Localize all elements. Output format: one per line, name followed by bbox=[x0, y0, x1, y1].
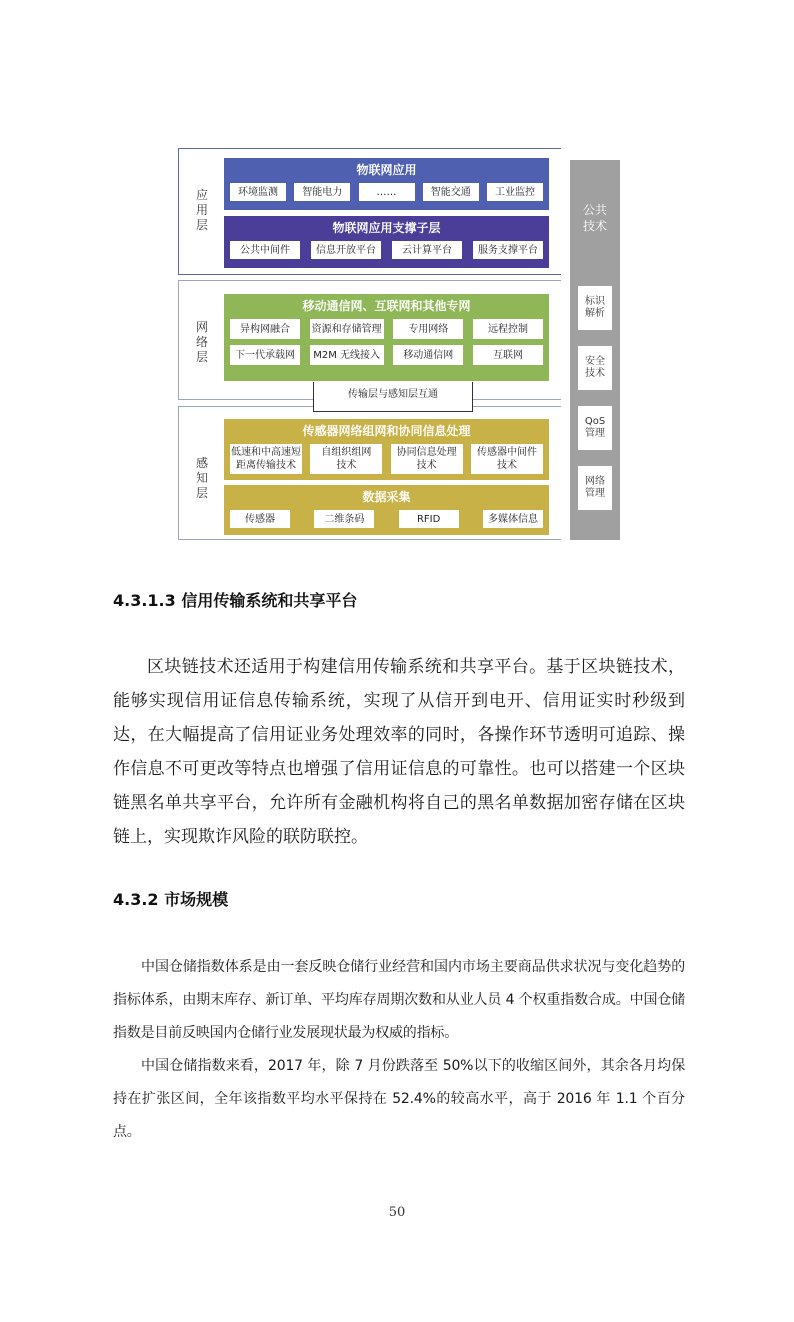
page-number: 50 bbox=[388, 1205, 406, 1220]
sensor-item bbox=[230, 444, 302, 474]
side-item-line: 解析 bbox=[585, 308, 605, 319]
side-item bbox=[578, 406, 612, 450]
band-title: 移动通信网、互联网和其他专网 bbox=[302, 299, 471, 313]
side-title-line: 技术 bbox=[582, 219, 607, 233]
sensor-item-line: 低速和中高速短 bbox=[231, 447, 301, 458]
side-item-line: 网络 bbox=[585, 476, 605, 487]
side-item-line: 技术 bbox=[585, 368, 605, 379]
section-heading-4313: 4.3.1.3 信用传输系统和共享平台 bbox=[113, 591, 358, 610]
iot-architecture-diagram bbox=[178, 148, 624, 544]
band-row bbox=[230, 444, 543, 474]
band-title: 数据采集 bbox=[362, 490, 411, 504]
band-title: 物联网应用 bbox=[356, 163, 417, 177]
app-item: 智能交通 bbox=[423, 183, 479, 201]
common-technology-column bbox=[570, 160, 620, 540]
band-title: 传感器网络组网和协同信息处理 bbox=[302, 424, 471, 438]
side-item-line: 管理 bbox=[585, 428, 605, 439]
sensor-item bbox=[310, 444, 382, 474]
band-row bbox=[230, 241, 543, 259]
side-item-line: 安全 bbox=[585, 356, 605, 367]
support-item: 服务支撑平台 bbox=[473, 241, 543, 259]
support-item: 云计算平台 bbox=[392, 241, 462, 259]
side-item-line: QoS bbox=[584, 416, 606, 427]
collect-item: RFID bbox=[399, 510, 459, 528]
sensor-item bbox=[391, 444, 463, 474]
support-item: 公共中间件 bbox=[230, 241, 300, 259]
sensor-item-line: 自组织组网 bbox=[321, 447, 372, 458]
layer-connector: 传输层与感知层互通 bbox=[313, 382, 473, 412]
sensor-network-band bbox=[224, 419, 549, 480]
network-item: 互联网 bbox=[473, 345, 543, 365]
iot-support-band bbox=[224, 216, 549, 268]
collect-item: 多媒体信息 bbox=[483, 510, 543, 528]
band-row bbox=[230, 345, 543, 365]
section-4313-body: 区块链技术还适用于构建信用传输系统和共享平台。基于区块链技术，能够实现信用证信息传输系统，实现了从信开到电开、信用证实时秒级到达，在大幅提高了信用证业务处理效率的同时，各操作环节透明可追踪、操作信息不可更改等特点也增强了信用证信息的可靠性。也可以搭建一个区块链黑名单共享平台，允许所有金融机构将自己的黑名单数据加密存储在区块链上，实现欺诈风险的联防联控。 bbox=[113, 657, 685, 847]
perception-layer-label: 感知层 bbox=[195, 456, 208, 500]
collect-item: 传感器 bbox=[230, 510, 290, 528]
network-item: 远程控制 bbox=[473, 319, 543, 339]
band-row bbox=[230, 319, 543, 339]
sensor-item-line: 技术 bbox=[336, 460, 357, 471]
sensor-item-line: 传感器中间件 bbox=[476, 447, 537, 458]
network-layer-label: 网络层 bbox=[195, 320, 208, 364]
section-432-paragraph-1: 中国仓储指数体系是由一套反映仓储行业经营和国内市场主要商品供求状况与变化趋势的指标体系，由期末库存、新订单、平均库存周期次数和从业人员 4 个权重指数合成。中国仓储指数是目前反映国内仓储行业发展现状最为权威的指标。 bbox=[113, 959, 685, 1041]
side-item bbox=[578, 286, 612, 330]
collect-item: 二维条码 bbox=[314, 510, 374, 528]
section-432-paragraph-2: 中国仓储指数来看，2017 年，除 7 月份跌落至 50%以下的收缩区间外，其余各月均保持在扩张区间，全年该指数平均水平保持在 52.4%的较高水平，高于 2016 年 1.1 个百分点。 bbox=[113, 1058, 685, 1140]
app-item: …… bbox=[359, 183, 415, 201]
sensor-item-line: 技术 bbox=[496, 460, 517, 471]
application-layer-label: 应用层 bbox=[195, 188, 208, 232]
band-row bbox=[230, 183, 543, 201]
network-item: 异构网融合 bbox=[230, 319, 300, 339]
sensor-item-line: 协同信息处理 bbox=[396, 447, 457, 458]
band-row bbox=[230, 510, 543, 528]
band-title: 物联网应用支撑子层 bbox=[332, 221, 441, 235]
network-band bbox=[224, 294, 549, 381]
side-item bbox=[578, 466, 612, 510]
iot-application-band bbox=[224, 158, 549, 210]
app-item: 工业监控 bbox=[487, 183, 543, 201]
network-item: 下一代承载网 bbox=[230, 345, 300, 365]
sensor-item bbox=[471, 444, 543, 474]
side-title bbox=[570, 202, 620, 234]
sensor-item-line: 距离传输技术 bbox=[236, 460, 296, 471]
app-item: 智能电力 bbox=[294, 183, 350, 201]
side-title-line: 公共 bbox=[582, 203, 607, 217]
network-item: 资源和存储管理 bbox=[310, 319, 384, 339]
side-item-line: 管理 bbox=[585, 488, 605, 499]
side-item-line: 标识 bbox=[585, 296, 605, 307]
support-item: 信息开放平台 bbox=[311, 241, 381, 259]
side-item bbox=[578, 346, 612, 390]
app-item: 环境监测 bbox=[230, 183, 286, 201]
sensor-item-line: 技术 bbox=[416, 460, 437, 471]
network-item: M2M 无线接入 bbox=[310, 345, 384, 365]
network-item: 专用网络 bbox=[393, 319, 463, 339]
data-collection-band bbox=[224, 485, 549, 535]
section-heading-432: 4.3.2 市场规模 bbox=[113, 890, 229, 909]
network-item: 移动通信网 bbox=[393, 345, 463, 365]
